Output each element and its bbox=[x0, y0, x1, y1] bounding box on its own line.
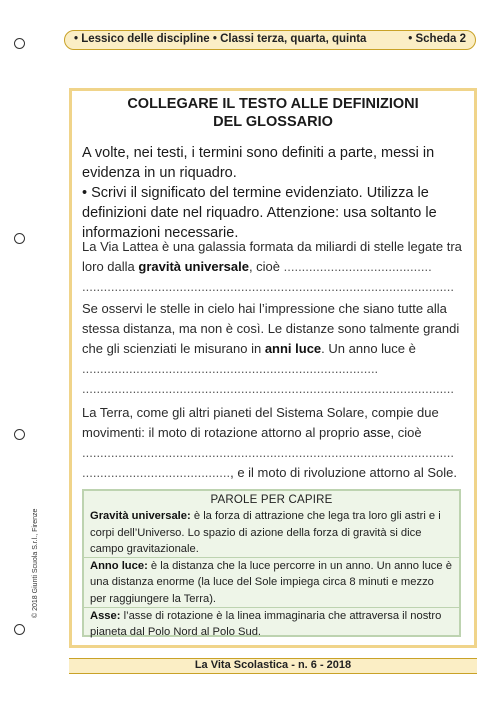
glossary-definition: è la distanza che la luce percorre in un anno. Un anno luce è una distanza enorme (la luce del Sole impiega circa 8 minuti e mezzo per raggiungere la Terra). bbox=[90, 560, 452, 605]
header-sheet-number: • Scheda 2 bbox=[408, 33, 466, 45]
title-line-1: COLLEGARE IL TESTO ALLE DEFINIZIONI bbox=[127, 96, 419, 112]
exercise-asse bbox=[82, 403, 466, 483]
glossary-term: Anno luce: bbox=[90, 560, 148, 573]
answer-line[interactable]: ......................................... bbox=[283, 259, 432, 274]
intro-text: A volte, nei testi, i termini sono definiti a parte, messi in evidenza in un riquadro. bbox=[82, 145, 435, 181]
glossary-entry-gravita bbox=[90, 508, 453, 557]
header-subject: • Lessico delle discipline • Classi terza, quarta, quinta bbox=[74, 33, 367, 45]
exercise-gravita bbox=[82, 237, 466, 297]
answer-line[interactable]: ....................................................................................................... bbox=[82, 445, 455, 460]
answer-line[interactable]: ......................................... bbox=[82, 465, 231, 480]
answer-line[interactable]: ....................................................................................................... bbox=[82, 381, 455, 396]
highlighted-term: gravità universale bbox=[138, 259, 249, 274]
highlighted-term: asse bbox=[363, 425, 391, 440]
exercise-text: La Terra, come gli altri pianeti del Sistema Solare, compie due movimenti: il moto di rotazione attorno al proprio bbox=[82, 405, 439, 440]
exercise-text: La Via Lattea è una galassia formata da miliardi di stelle legate tra loro dalla bbox=[82, 239, 462, 274]
answer-line[interactable]: .................................................................................. bbox=[82, 361, 379, 376]
task-text: • Scrivi il significato del termine evidenziato. Utilizza le definizioni date nel riquadro. Attenzione: usa soltanto le informazioni necessarie. bbox=[82, 185, 437, 241]
instructions bbox=[82, 143, 466, 243]
exercise-text: , e il moto di rivoluzione attorno al Sole. bbox=[230, 465, 457, 480]
exercise-text: Se osservi le stelle in cielo hai l’impressione che siano tutte alla stessa distanza, ma non è così. Le distanze sono talmente grandi che gli scienziati le misurano in bbox=[82, 301, 460, 356]
exercise-text: . Un anno luce è bbox=[321, 341, 416, 356]
glossary-definition: l’asse di rotazione è la linea immaginaria che attraversa il nostro pianeta dal Polo Nord al Polo Sud. bbox=[90, 610, 442, 639]
binder-hole bbox=[14, 429, 25, 440]
exercise-text: , cioè bbox=[248, 259, 284, 274]
glossary-term: Gravità universale: bbox=[90, 510, 191, 523]
binder-hole bbox=[14, 38, 25, 49]
header-bar bbox=[64, 30, 476, 50]
glossary-entry-anno-luce bbox=[90, 558, 453, 607]
binder-hole bbox=[14, 233, 25, 244]
copyright-notice: © 2018 Giunti Scuola S.r.l., Firenze bbox=[32, 508, 39, 618]
glossary-title: PAROLE PER CAPIRE bbox=[210, 494, 333, 506]
exercise-text: , cioè bbox=[390, 425, 422, 440]
worksheet-title bbox=[72, 95, 474, 131]
exercise-anni-luce bbox=[82, 299, 466, 399]
binder-hole bbox=[14, 624, 25, 635]
answer-line[interactable]: ....................................................................................................... bbox=[82, 279, 455, 294]
glossary-entry-asse bbox=[90, 608, 453, 641]
title-line-2: DEL GLOSSARIO bbox=[213, 114, 333, 130]
glossary-definition: è la forza di attrazione che lega tra loro gli astri e i corpi dell’Universo. Lo spazio di azione della forza di gravità si dice campo gravitazionale. bbox=[90, 510, 441, 555]
footer-bar: La Vita Scolastica - n. 6 - 2018 bbox=[69, 658, 477, 674]
highlighted-term: anni luce bbox=[264, 341, 322, 356]
glossary-box bbox=[82, 489, 461, 637]
worksheet-card bbox=[69, 88, 477, 648]
glossary-term: Asse: bbox=[90, 610, 121, 623]
